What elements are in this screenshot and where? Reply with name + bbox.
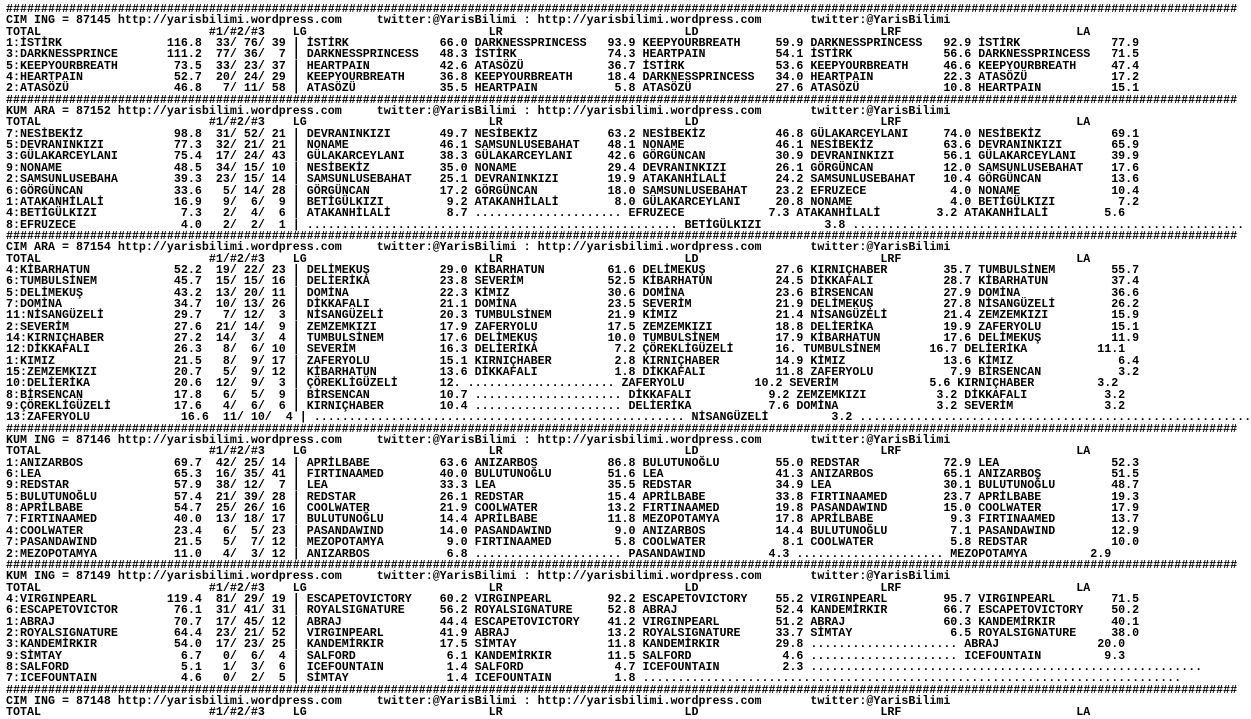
- horse-row: 5:KEEPYOURBREATH 73.5 33/ 23/ 37 | HEARTPAIN 42.6 ATASÖZÜ 36.7 İSTİRK 53.6 KEEPYOURBREATH 46.6 KEEPYOURBREATH 47.4: [6, 58, 1140, 73]
- horse-row: 1:ANIZARBOS 69.7 42/ 25/ 14 | APRİLBABE 63.6 ANIZARBOS 86.8 BULUTUNOĞLU 55.0 REDSTAR 72.9 LEA 52.3: [6, 455, 1140, 470]
- race-header: KUM ING = 87149 http://yarisbilimi.wordpress.com twitter:@YarisBilimi : http://yarisbilimi.wordpress.com twitter:@YarisBilimi: [6, 569, 951, 584]
- horse-row: 13:ZAFERYOLU 16.6 11/ 10/ 4 | ..................................................... NİSANGÜZELİ 3.2 ........................................................: [6, 410, 1251, 425]
- column-header: TOTAL #1/#2/#3 LG LR LD LRF LA: [6, 115, 1091, 130]
- horse-row: 6:GÖRGÜNCAN 33.6 5/ 14/ 28 | GÖRGÜNCAN 17.2 GÖRGÜNCAN 18.0 SAMSUNLUSEBAHAT 23.2 EFRUZECE 4.0 NONAME 10.4: [6, 183, 1140, 198]
- race-header: CIM ING = 87145 http://yarisbilimi.wordpress.com twitter:@YarisBilimi : http://yarisbilimi.wordpress.com twitter:@YarisBilimi: [6, 13, 951, 28]
- horse-row: 4:HEARTPAIN 52.7 20/ 24/ 29 | KEEPYOURBREATH 36.8 KEEPYOURBREATH 18.4 DARKNESSPRINCESS 34.0 HEARTPAIN 22.3 ATASÖZÜ 17.2: [6, 70, 1140, 85]
- horse-row: 7:PASANDAWIND 21.5 5/ 7/ 12 | MEZOPOTAMYA 9.0 FIRTINAAMED 5.8 COOLWATER 8.1 COOLWATER 5.8 REDSTAR 10.0: [6, 535, 1140, 550]
- race-header: CIM ING = 87148 http://yarisbilimi.wordpress.com twitter:@YarisBilimi : http://yarisbilimi.wordpress.com twitter:@YarisBilimi: [6, 693, 951, 708]
- horse-row: 5:BULUTUNOĞLU 57.4 21/ 39/ 28 | REDSTAR 26.1 REDSTAR 15.4 APRİLBABE 33.8 FIRTINAAMED 23.7 APRİLBABE 19.3: [6, 489, 1140, 504]
- horse-row: 7:NESİBEKİZ 98.8 31/ 52/ 21 | DEVRANINKIZI 49.7 NESİBEKİZ 63.2 NESİBEKİZ 46.8 GÜLAKARCEYLANI 74.0 NESİBEKİZ 69.1: [6, 126, 1140, 141]
- horse-row: 3:DARKNESSPRINCE 111.2 77/ 36/ 7 | DARKNESSPRINCESS 48.3 İSTİRK 74.3 HEARTPAIN 54.1 İSTİRK 56.6 DARKNESSPRINCESS 71.5: [6, 47, 1140, 62]
- section-separator: ################################################################################################################################################################################: [6, 2, 1238, 16]
- horse-row: 7:FIRTINAAMED 40.0 13/ 18/ 17 | BULUTUNOĞLU 14.4 APRİLBABE 11.8 MEZOPOTAMYA 17.8 APRİLBABE 9.3 FIRTINAAMED 13.7: [6, 512, 1140, 527]
- horse-row: 1:İSTİRK 116.8 33/ 76/ 39 | İSTİRK 66.0 DARKNESSPRINCESS 93.9 KEEPYOURBREATH 59.9 DARKNESSPRINCESS 92.9 İSTİRK 77.9: [6, 36, 1140, 51]
- horse-row: 9:SİMTAY 6.7 0/ 6/ 4 | SALFORD 6.1 KANDEMİRKIR 11.5 SALFORD 4.6 ..................... ICEFOUNTAIN 9.3: [6, 648, 1126, 663]
- race-header: CIM ARA = 87154 http://yarisbilimi.wordpress.com twitter:@YarisBilimi : http://yarisbilimi.wordpress.com twitter:@YarisBilimi: [6, 240, 951, 255]
- race-header: KUM ARA = 87152 http://yarisbilimi.wordpress.com twitter:@YarisBilimi : http://yarisbilimi.wordpress.com twitter:@YarisBilimi: [6, 104, 951, 119]
- section-separator: ################################################################################################################################################################################: [6, 682, 1238, 697]
- horse-row: 1:KIMIZ 21.5 8/ 9/ 17 | ZAFERYOLU 15.1 KIRNIÇHABER 2.8 KIRNIÇHABER 14.9 KİMIZ 13.6 KİMIZ 6.4: [6, 353, 1140, 368]
- horse-row: 8:BİRSENCAN 17.8 6/ 5/ 9 | BİRSENCAN 10.7 ..................... DİKKAFALI 9.2 ZEMZEMKIZI 3.2 DİKKAFALI 3.2: [6, 387, 1126, 402]
- horse-row: 7:ICEFOUNTAIN 4.6 0/ 2/ 5 | SİMTAY 1.4 ICEFOUNTAIN 1.8 .............................................................................: [6, 671, 1182, 686]
- section-separator: ################################################################################################################################################################################: [6, 421, 1238, 436]
- horse-row: 2:MEZOPOTAMYA 11.0 4/ 3/ 12 | ANIZARBOS 6.8 ..................... PASANDAWIND 4.3 ..................... MEZOPOTAMYA 2.9: [6, 546, 1112, 561]
- column-header: TOTAL #1/#2/#3 LG LR LD LRF LA: [6, 580, 1091, 595]
- horse-row: 9:NONAME 48.5 34/ 15/ 10 | NESİBEKİZ 35.0 NONAME 29.4 DEVRANINKIZI 26.1 GÖRGÜNCAN 12.0 SAMSUNLUSEBAHAT 17.6: [6, 160, 1140, 175]
- horse-row: 8:SALFORD 5.1 1/ 3/ 6 | ICEFOUNTAIN 1.4 SALFORD 4.7 ICEFOUNTAIN 2.3 ........................................................: [6, 659, 1203, 674]
- horse-row: 3:KANDEMİRKIR 54.0 17/ 23/ 25 | KANDEMİRKIR 17.5 SİMTAY 11.8 KANDEMİRKIR 29.8 ..................... ABRAJ 20.0: [6, 637, 1126, 652]
- horse-row: 15:ZEMZEMKIZI 20.7 5/ 9/ 12 | KİBARHATUN 13.6 DİKKAFALI 1.8 DİKKAFALI 11.8 ZAFERYOLU 7.9 BİRSENCAN 3.2: [6, 365, 1140, 379]
- horse-row: 10:DELİERİKA 20.6 12/ 9/ 3 | ÇÖREKLİGÜZELİ 12. ..................... ZAFERYOLU 10.2 SEVERİM 5.6 KIRNIÇHABER 3.2: [6, 376, 1119, 391]
- horse-row: 4:VIRGINPEARL 119.4 81/ 29/ 19 | ESCAPETOVICTORY 60.2 VIRGINPEARL 92.2 ESCAPETOVICTORY 55.2 VIRGINPEARL 95.7 VIRGINPEARL 71.5: [6, 591, 1140, 606]
- horse-row: 1:ATAKANHİLALİ 16.9 9/ 6/ 9 | BETİGÜLKIZI 9.2 ATAKANHİLALİ 8.0 GÜLAKARCEYLANI 20.8 NONAME 4.0 BETİGÜLKIZI 7.2: [6, 194, 1140, 209]
- horse-row: 8:EFRUZECE 4.0 2/ 2/ 1 | ..................................................... BETİGÜLKIZI 3.8 ........................................................: [6, 217, 1245, 232]
- horse-row: 7:DOMİNA 34.7 10/ 13/ 26 | DİKKAFALI 21.1 DOMİNA 23.5 SEVERİM 21.9 DELİMEKUŞ 27.8 NİSANGÜZELİ 26.2: [6, 296, 1140, 311]
- horse-row: 5:DEVRANINKIZI 77.3 32/ 21/ 21 | NONAME 46.1 SAMSUNLUSEBAHAT 48.1 NONAME 46.1 NESİBEKİZ 63.6 DEVRANINKIZI 65.9: [6, 138, 1140, 153]
- horse-row: 2:SEVERİM 27.6 21/ 14/ 9 | ZEMZEMKIZI 17.9 ZAFERYOLU 17.5 ZEMZEMKIZI 18.8 DELİERİKA 19.9 ZAFERYOLU 15.1: [6, 319, 1140, 334]
- horse-row: 11:NİSANGÜZELİ 29.7 7/ 12/ 3 | NİSANGÜZELİ 20.3 TUMBULSİNEM 21.9 KİMIZ 21.4 NİSANGÜZELİ 21.4 ZEMZEMKIZI 15.9: [6, 308, 1140, 323]
- horse-row: 1:ABRAJ 70.7 17/ 45/ 12 | ABRAJ 44.4 ESCAPETOVICTORY 41.2 VIRGINPEARL 51.2 ABRAJ 60.3 KANDEMİRKIR 40.1: [6, 614, 1140, 629]
- section-separator: ################################################################################################################################################################################: [6, 92, 1238, 107]
- race-header: KUM ING = 87146 http://yarisbilimi.wordpress.com twitter:@YarisBilimi : http://yarisbilimi.wordpress.com twitter:@YarisBilimi: [6, 433, 951, 448]
- horse-row: 14:KIRNIÇHABER 27.2 14/ 3/ 4 | TUMBULSİNEM 17.6 DELİMEKUŞ 10.0 TUMBULSİNEM 17.9 KİBARHATUN 17.6 DELİMEKUŞ 11.9: [6, 330, 1140, 345]
- horse-row: 4:COOLWATER 23.4 6/ 5/ 23 | PASANDAWIND 14.0 PASANDAWIND 9.0 ANIZARBOS 14.4 BULUTUNOĞLU 7.1 PASANDAWIND 12.9: [6, 523, 1140, 538]
- column-header: TOTAL #1/#2/#3 LG LR LD LRF LA: [6, 251, 1091, 266]
- horse-row: 9:ÇÖREKLİGÜZELİ 17.6 4/ 6/ 6 | KIRNIÇHABER 10.4 ..................... DELİERİKA 7.6 DOMİNA 3.2 SEVERİM 3.2: [6, 399, 1126, 414]
- horse-row: 2:ATASÖZÜ 46.8 7/ 11/ 58 | ATASÖZÜ 35.5 HEARTPAIN 5.8 ATASÖZÜ 27.6 ATASÖZÜ 10.8 HEARTPAIN 15.1: [6, 81, 1140, 96]
- section-separator: ################################################################################################################################################################################: [6, 228, 1238, 243]
- column-header: TOTAL #1/#2/#3 LG LR LD LRF LA: [6, 444, 1091, 459]
- horse-row: 4:BETİGÜLKIZI 7.3 2/ 4/ 6 | ATAKANHİLALİ 8.7 ..................... EFRUZECE 7.3 ATAKANHİLALİ 3.2 ATAKANHİLALİ 5.6: [6, 206, 1126, 221]
- horse-row: 2:SAMSUNLUSEBAHA 39.3 23/ 15/ 14 | SAMSUNLUSEBAHAT 25.1 DEVRANINKIZI 19.9 ATAKANHİLALİ 24.2 SAMSUNLUSEBAHAT 10.4 GÖRGÜNCAN 13.6: [6, 172, 1140, 187]
- column-header: TOTAL #1/#2/#3 LG LR LD LRF LA: [6, 24, 1091, 39]
- horse-row: 8:APRİLBABE 54.7 25/ 26/ 16 | COOLWATER 21.9 COOLWATER 13.2 FIRTINAAMED 19.8 PASANDAWIND 15.0 COOLWATER 17.9: [6, 501, 1140, 516]
- horse-row: 5:DELİMEKUŞ 43.2 13/ 20/ 11 | DOMİNA 22.3 KİMIZ 30.6 DOMİNA 23.6 BİRSENCAN 27.9 DOMİNA 36.6: [6, 285, 1140, 300]
- horse-row: 4:KİBARHATUN 52.2 19/ 22/ 23 | DELİMEKUŞ 29.0 KİBARHATUN 61.6 DELİMEKUŞ 27.6 KIRNIÇHABER 35.7 TUMBULSİNEM 55.7: [6, 262, 1140, 277]
- horse-row: 2:ROYALSIGNATURE 64.4 23/ 21/ 52 | VIRGINPEARL 41.9 ABRAJ 13.2 ROYALSIGNATURE 33.7 SİMTAY 6.5 ROYALSIGNATURE 38.0: [6, 625, 1140, 640]
- section-separator: ################################################################################################################################################################################: [6, 557, 1238, 572]
- horse-row: 3:GÜLAKARCEYLANI 75.4 17/ 24/ 43 | GÜLAKARCEYLANI 38.3 GÜLAKARCEYLANI 42.6 GÖRGÜNCAN 30.9 DEVRANINKIZI 56.1 GÜLAKARCEYLANI 39.9: [6, 149, 1140, 164]
- horse-row: 9:REDSTAR 57.9 38/ 12/ 7 | LEA 33.3 LEA 35.5 REDSTAR 34.9 LEA 30.1 BULUTUNOĞLU 48.7: [6, 478, 1140, 493]
- horse-row: 6:LEA 65.3 16/ 35/ 41 | FIRTINAAMED 40.0 BULUTUNOĞLU 51.6 LEA 41.3 ANIZARBOS 65.1 ANIZARBOŞ 51.5: [6, 467, 1140, 482]
- horse-row: 6:TUMBULSİNEM 45.7 15/ 15/ 16 | DELİERİKA 23.8 SEVERİM 52.5 KİBARHATUN 24.5 DİKKAFALI 28.7 KİBARHATUN 37.4: [6, 274, 1140, 289]
- horse-row: 6:ESCAPETOVICTOR 76.1 31/ 41/ 31 | ROYALSIGNATURE 56.2 ROYALSIGNATURE 52.8 ABRAJ 52.4 KANDEMİRKIR 66.7 ESCAPETOVICTORY 50.2: [6, 603, 1140, 618]
- column-header: TOTAL #1/#2/#3 LG LR LD LRF LA: [6, 705, 1091, 719]
- horse-row: 12:DİKKAFALI 26.3 8/ 6/ 10 | SEVERİM 16.3 DELİERİKA 7.2 ÇÖREKLİGÜZELİ 16. TUMBULSİNEM 16.7 DELİERİKA 11.1: [6, 342, 1126, 357]
